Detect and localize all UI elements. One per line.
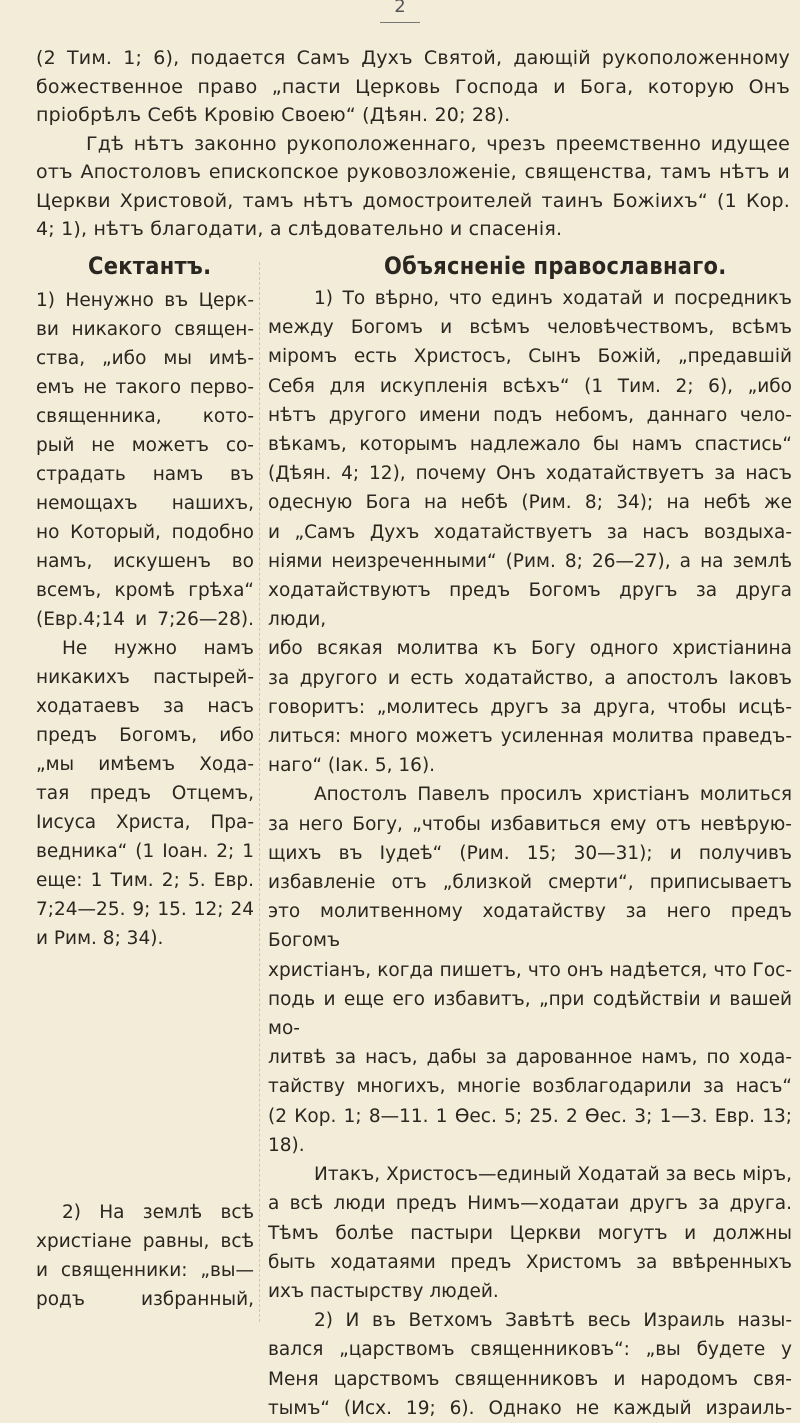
orthodox-line: Апостолъ Павелъ просилъ христіанъ молиться bbox=[314, 784, 792, 806]
orthodox-line: вался „царствомъ священниковъ“: „вы будете у bbox=[268, 1339, 792, 1361]
intro-line: Гдѣ нѣтъ законно рукоположеннаго, чрезъ преемственно идущее bbox=[86, 132, 790, 155]
intro-line: Церкви Христовой, тамъ нѣтъ домостроителей таинъ Божіихъ“ (1 Кор. bbox=[36, 189, 790, 212]
intro-paragraph bbox=[36, 44, 790, 244]
sectarian-line: но Который, подобно bbox=[36, 522, 254, 543]
intro-line: 4; 1), нѣтъ благодати, а слѣдовательно и спасенія. bbox=[36, 218, 563, 240]
sectarian-line: страдать намъ въ bbox=[36, 464, 254, 485]
orthodox-line: избавленіе отъ „близкой смерти“, приписываетъ bbox=[268, 872, 792, 894]
sectarian-line: (Евр.4;14 и 7;26—28). bbox=[36, 609, 254, 630]
sectarian-line: всемъ, кромѣ грѣха“ bbox=[36, 580, 254, 601]
sectarian-heading: Сектантъ. bbox=[88, 252, 212, 280]
intro-line: божественное право „пасти Церковь Господа и Бога, которую Онъ bbox=[36, 75, 790, 98]
orthodox-line: Итакъ, Христосъ—единый Ходатай за весь міръ, bbox=[314, 1164, 792, 1186]
page-number: 2 bbox=[380, 0, 420, 23]
orthodox-column bbox=[268, 284, 792, 1423]
orthodox-line: (Дѣян. 4; 12), почему Онъ ходатайствуетъ за насъ bbox=[268, 463, 792, 485]
orthodox-line: Меня царствомъ священниковъ и народомъ свя- bbox=[268, 1368, 792, 1390]
orthodox-line: (2 Кор. 1; 8—11. 1 Ѳес. 5; 25. 2 Ѳес. 3; 1—3. Евр. 13; 18). bbox=[268, 1105, 792, 1156]
sectarian-line: 7;24—25. 9; 15. 12; 24 bbox=[36, 899, 254, 920]
sectarian-line: никакихъ пастырей- bbox=[36, 667, 254, 688]
orthodox-line: за другого и есть ходатайство, а апостолъ Іаковъ bbox=[268, 667, 792, 689]
sectarian-column-part2 bbox=[36, 1198, 254, 1314]
orthodox-line: это молитвенному ходатайству за него предъ Богомъ bbox=[268, 901, 792, 952]
sectarian-line: ведника“ (1 Іоан. 2; 1 bbox=[36, 841, 254, 862]
sectarian-line: и священники: „вы— bbox=[36, 1260, 254, 1281]
sectarian-line: ства, „ибо мы имѣ- bbox=[36, 348, 254, 369]
orthodox-line: быть ходатаями предъ Христомъ за ввѣренныхъ bbox=[268, 1251, 792, 1273]
orthodox-line: литься: много можетъ усиленная молитва праведъ- bbox=[268, 726, 792, 748]
orthodox-line: міромъ есть Христосъ, Сынъ Божій, „предавшій bbox=[268, 346, 792, 368]
intro-line: пріобрѣлъ Себѣ Кровію Своею“ (Дѣян. 20; 28). bbox=[36, 104, 511, 126]
sectarian-line: предъ Богомъ, ибо bbox=[36, 725, 254, 746]
sectarian-line: емъ не такого перво- bbox=[36, 377, 254, 398]
orthodox-line: а всѣ люди предъ Нимъ—ходатаи другъ за друга. bbox=[268, 1193, 792, 1215]
sectarian-line: христіане равны, всѣ bbox=[36, 1231, 254, 1252]
orthodox-line: 1) То вѣрно, что единъ ходатай и посредникъ bbox=[314, 288, 792, 309]
orthodox-line: христіанъ, когда пишетъ, что онъ надѣется, что Гос- bbox=[268, 959, 792, 981]
orthodox-line: ихъ пастырству людей. bbox=[268, 1280, 499, 1302]
sectarian-line: „мы имѣемъ Хода- bbox=[36, 754, 254, 775]
sectarian-line: 2) На землѣ всѣ bbox=[62, 1202, 254, 1223]
orthodox-line: ибо всякая молитва къ Богу одного христіанина bbox=[268, 638, 792, 660]
sectarian-line: Не нужно намъ bbox=[62, 638, 254, 659]
orthodox-line: щихъ въ Іудеѣ“ (Рим. 15; 30—31); и получивъ bbox=[268, 842, 792, 864]
orthodox-line: за него Богу, „чтобы избавиться ему отъ невѣрую- bbox=[268, 813, 792, 835]
orthodox-line: литвѣ за насъ, дабы за дарованное намъ, по хода- bbox=[268, 1047, 792, 1069]
orthodox-line: 2) И въ Ветхомъ Завѣтѣ весь Израиль назы- bbox=[314, 1310, 792, 1332]
orthodox-line: нѣтъ другого имени подъ небомъ, даннаго чело- bbox=[268, 404, 792, 426]
sectarian-line: немощахъ нашихъ, bbox=[36, 493, 254, 514]
intro-line: (2 Тим. 1; 6), подается Самъ Духъ Святой, дающій рукоположенному bbox=[36, 47, 790, 69]
intro-line: отъ Апостоловъ епископское руковозложеніе, священства, тамъ нѣтъ и bbox=[36, 161, 790, 183]
orthodox-line: вѣкамъ, которымъ надлежало бы намъ спастись“ bbox=[268, 434, 792, 456]
sectarian-line: 1) Ненужно въ Церк- bbox=[36, 290, 254, 311]
orthodox-line: наго“ (Іак. 5, 16). bbox=[268, 755, 436, 777]
sectarian-line: и Рим. 8; 34). bbox=[36, 928, 164, 949]
orthodox-line: тайству многихъ, многіе возблагодарили за насъ“ bbox=[268, 1076, 792, 1098]
sectarian-line: родъ избранный, bbox=[36, 1289, 254, 1310]
sectarian-column bbox=[36, 286, 254, 953]
column-divider bbox=[259, 262, 260, 1322]
orthodox-line: одесную Бога на небѣ (Рим. 8; 34); на небѣ же bbox=[268, 492, 792, 514]
sectarian-line: Іисуса Христа, Пра- bbox=[36, 812, 254, 833]
orthodox-line: говоритъ: „молитесь другъ за друга, чтобы исцѣ- bbox=[268, 696, 792, 718]
orthodox-line: Себя для искупленія всѣхъ“ (1 Тим. 2; 6), „ибо bbox=[268, 375, 792, 397]
sectarian-line: рый не можетъ со- bbox=[36, 435, 254, 456]
orthodox-line: тымъ“ (Исх. 19; 6). Однако не каждый израиль- bbox=[268, 1397, 792, 1419]
sectarian-line: намъ, искушенъ во bbox=[36, 551, 254, 572]
sectarian-line: ви никакого священ- bbox=[36, 319, 254, 340]
orthodox-line: ніями неизреченными“ (Рим. 8; 26—27), а на землѣ bbox=[268, 550, 792, 572]
orthodox-line: ходатайствуютъ предъ Богомъ другъ за друга люди, bbox=[268, 580, 792, 631]
orthodox-line: между Богомъ и всѣмъ человѣчествомъ, всѣмъ bbox=[268, 317, 792, 339]
orthodox-heading: Объясненіе православнаго. bbox=[384, 252, 727, 280]
sectarian-line: священника, кото- bbox=[36, 406, 254, 427]
sectarian-line: ходатаевъ за насъ bbox=[36, 696, 254, 717]
orthodox-line: подь и еще его избавитъ, „при содѣйствіи и вашей мо- bbox=[268, 988, 792, 1040]
sectarian-line: еще: 1 Тим. 2; 5. Евр. bbox=[36, 870, 254, 891]
orthodox-line: и „Самъ Духъ ходатайствуетъ за насъ воздыха- bbox=[268, 521, 792, 543]
sectarian-line: тая предъ Отцемъ, bbox=[36, 783, 254, 804]
orthodox-line: Тѣмъ болѣе пастыри Церкви могутъ и должны bbox=[268, 1222, 792, 1244]
